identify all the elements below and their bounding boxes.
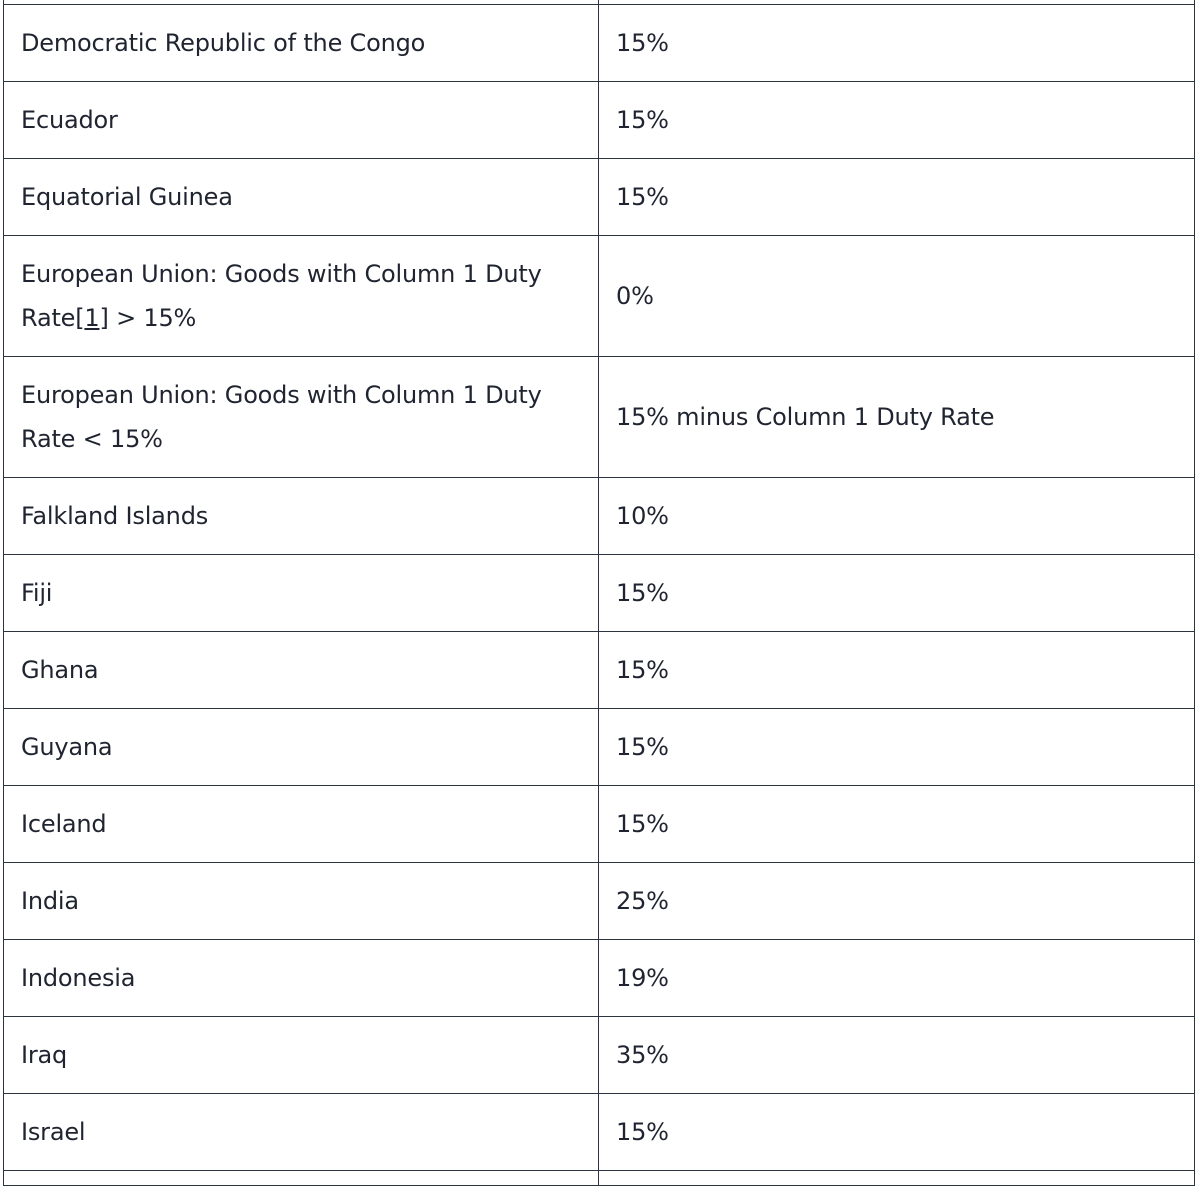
rate-cell: 15% <box>599 709 1195 786</box>
rate-cell: 35% <box>599 1017 1195 1094</box>
table-row <box>4 82 1195 159</box>
table-row <box>4 478 1195 555</box>
country-text: ] > 15% <box>99 304 197 332</box>
table-row-partial-bottom <box>4 1171 1195 1186</box>
country-cell: Fiji <box>4 555 599 632</box>
country-cell: Democratic Republic of the Congo <box>4 5 599 82</box>
table-row <box>4 357 1195 478</box>
country-cell: Indonesia <box>4 940 599 1017</box>
country-cell: Guyana <box>4 709 599 786</box>
country-cell: Ecuador <box>4 82 599 159</box>
footnote-link[interactable]: 1 <box>84 304 100 332</box>
table-row <box>4 236 1195 357</box>
country-cell: Equatorial Guinea <box>4 159 599 236</box>
rate-cell: 25% <box>599 863 1195 940</box>
rate-cell: 15% <box>599 1094 1195 1171</box>
country-cell: Ghana <box>4 632 599 709</box>
country-cell: India <box>4 863 599 940</box>
table-row <box>4 555 1195 632</box>
table-row <box>4 1094 1195 1171</box>
rate-cell: 15% <box>599 5 1195 82</box>
country-cell: Israel <box>4 1094 599 1171</box>
table-row <box>4 863 1195 940</box>
rate-cell: 15% <box>599 632 1195 709</box>
rate-cell: 15% <box>599 786 1195 863</box>
country-cell: Iraq <box>4 1017 599 1094</box>
table-cell-empty <box>4 1171 599 1186</box>
rate-cell: 15% <box>599 82 1195 159</box>
rate-cell: 10% <box>599 478 1195 555</box>
table-row <box>4 5 1195 82</box>
country-cell <box>4 236 599 357</box>
tariff-table-container <box>3 0 1194 1186</box>
table-row <box>4 709 1195 786</box>
country-cell: Falkland Islands <box>4 478 599 555</box>
country-cell: Iceland <box>4 786 599 863</box>
table-row <box>4 159 1195 236</box>
rate-cell: 15% <box>599 159 1195 236</box>
tariff-rate-table <box>3 0 1195 1186</box>
table-row <box>4 1017 1195 1094</box>
table-row <box>4 940 1195 1017</box>
rate-cell: 0% <box>599 236 1195 357</box>
country-cell: European Union: Goods with Column 1 Duty Rate < 15% <box>4 357 599 478</box>
table-row <box>4 632 1195 709</box>
rate-cell: 15% minus Column 1 Duty Rate <box>599 357 1195 478</box>
country-text: European Union: Goods with Column 1 Duty Rate[ <box>21 260 542 332</box>
rate-cell: 19% <box>599 940 1195 1017</box>
rate-cell: 15% <box>599 555 1195 632</box>
table-row <box>4 786 1195 863</box>
table-cell-empty <box>599 1171 1195 1186</box>
